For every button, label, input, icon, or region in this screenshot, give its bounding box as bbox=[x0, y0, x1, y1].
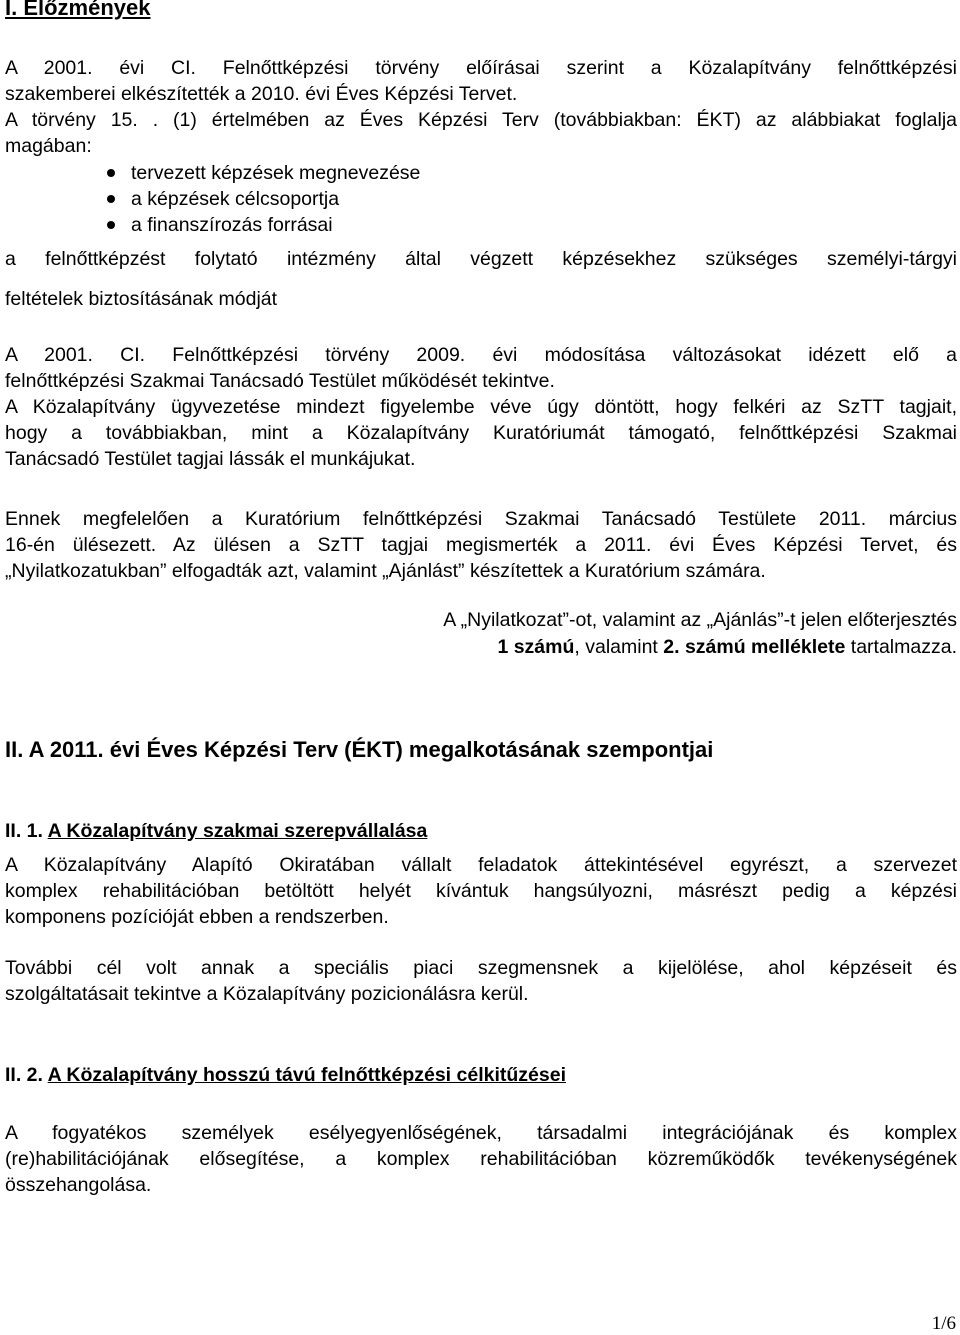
subsection-title-goals: II. 2. A Közalapítvány hosszú távú felnőttképzési célkitűzései bbox=[5, 1064, 566, 1086]
text-line: A 2001. évi CI. Felnőttképzési törvény előírásai szerint a Közalapítvány felnőttképzési bbox=[5, 57, 957, 79]
list-item: a finanszírozás forrásai bbox=[5, 212, 420, 238]
text-line: Ennek megfelelően a Kuratórium felnőttképzési Szakmai Tanácsadó Testülete 2011. március bbox=[5, 508, 957, 530]
paragraph-meeting bbox=[5, 506, 957, 584]
subsection-title-role: II. 1. A Közalapítvány szakmai szerepvállalása bbox=[5, 820, 428, 842]
paragraph-role bbox=[5, 852, 957, 930]
section-title-elozmenyek: I. Előzmények bbox=[5, 0, 151, 20]
text-line: „Nyilatkozatukban” elfogadták azt, valamint „Ajánlást” készítettek a Kuratórium számára. bbox=[5, 560, 766, 582]
text-line: szakemberei elkészítették a 2010. évi Éves Képzési Tervet. bbox=[5, 83, 518, 105]
paragraph-decision bbox=[5, 394, 957, 472]
page-number: 1/6 bbox=[931, 1313, 956, 1334]
bullet-icon bbox=[107, 195, 115, 203]
section-title-ekt: II. A 2011. évi Éves Képzési Terv (ÉKT) megalkotásának szempontjai bbox=[5, 737, 714, 762]
list-item: tervezett képzések megnevezése bbox=[5, 160, 420, 186]
text-line: hogy a továbbiakban, mint a Közalapítvány Kuratóriumát támogató, felnőttképzési Szakmai bbox=[5, 422, 957, 444]
text-line: feltételek biztosításának módját bbox=[5, 288, 278, 310]
text-line: (re)habilitációjának elősegítése, a komplex rehabilitációban közreműködők tevékenységének bbox=[5, 1148, 957, 1170]
text-line: komponens pozícióját ebben a rendszerben. bbox=[5, 906, 389, 928]
text-line: szolgáltatásait tekintve a Közalapítvány pozicionálásra kerül. bbox=[5, 983, 529, 1005]
text-line: A „Nyilatkozat”-ot, valamint az „Ajánlás”-t jelen előterjesztés bbox=[443, 609, 957, 631]
paragraph-amendment bbox=[5, 342, 957, 394]
bullet-icon bbox=[107, 169, 115, 177]
paragraph-attachments bbox=[375, 607, 957, 661]
text-line: A törvény 15. . (1) értelmében az Éves Képzési Terv (továbbiakban: ÉKT) az alábbiakat foglalja bbox=[5, 109, 957, 131]
text-line: magában: bbox=[5, 135, 92, 157]
bullet-icon bbox=[107, 221, 115, 229]
text-line: A Közalapítvány ügyvezetése mindezt figyelembe véve úgy döntött, hogy felkéri az SzTT tagjait, bbox=[5, 396, 957, 418]
bullet-list bbox=[5, 160, 420, 238]
text-line: További cél volt annak a speciális piaci szegmensnek a kijelölése, ahol képzéseit és bbox=[5, 957, 957, 979]
paragraph-law bbox=[5, 107, 957, 159]
list-item: a képzések célcsoportja bbox=[5, 186, 420, 212]
text-line: Tanácsadó Testület tagjai lássák el munkájukat. bbox=[5, 448, 416, 470]
text-line: 16-én ülésezett. Az ülésen a SzTT tagjai megismerték a 2011. évi Éves Képzési Tervet, és bbox=[5, 534, 957, 556]
text-line: felnőttképzési Szakmai Tanácsadó Testület működését tekintve. bbox=[5, 370, 555, 392]
text-line: összehangolása. bbox=[5, 1174, 152, 1196]
text-line: a felnőttképzést folytató intézmény által végzett képzésekhez szükséges személyi-tárgyi bbox=[5, 248, 957, 270]
paragraph-conditions bbox=[5, 239, 957, 319]
text-line: A fogyatékos személyek esélyegyenlőségének, társadalmi integrációjának és komplex bbox=[5, 1122, 957, 1144]
paragraph-goals bbox=[5, 1120, 957, 1198]
paragraph-intro bbox=[5, 55, 957, 107]
attachment-1-label: 1 számú bbox=[497, 636, 575, 658]
text-line: A 2001. CI. Felnőttképzési törvény 2009. évi módosítása változásokat idézett elő a bbox=[5, 344, 957, 366]
text-line: A Közalapítvány Alapító Okiratában vállalt feladatok áttekintésével egyrészt, a szervezet bbox=[5, 854, 957, 876]
attachment-2-label: 2. számú melléklete bbox=[663, 636, 846, 658]
text-line: 1 számú, valamint 2. számú melléklete tartalmazza. bbox=[497, 636, 957, 658]
paragraph-market bbox=[5, 955, 957, 1007]
text-line: komplex rehabilitációban betöltött helyét kívántuk hangsúlyozni, másrészt pedig a képzési bbox=[5, 880, 957, 902]
